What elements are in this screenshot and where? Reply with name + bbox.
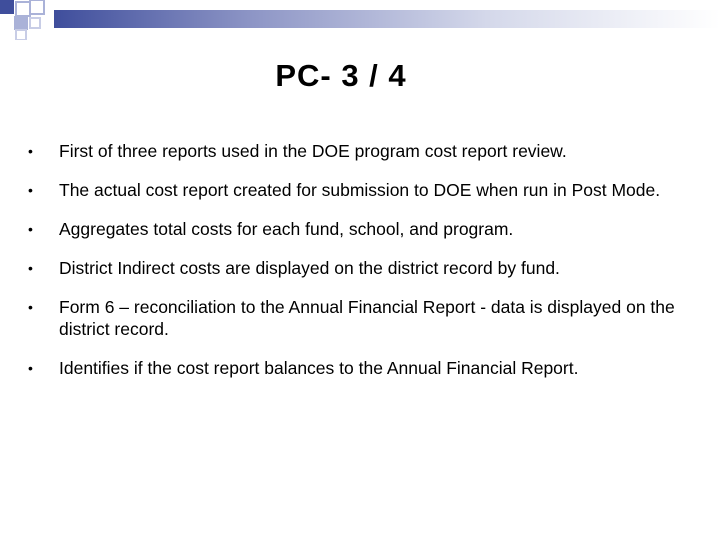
bullet-item	[28, 140, 678, 162]
corner-squares-decoration	[0, 0, 60, 40]
bullet-item	[28, 357, 678, 379]
bullet-item	[28, 218, 678, 240]
bullet-list	[28, 140, 678, 396]
bullet-item	[28, 296, 678, 340]
bullet-dot-icon: •	[28, 360, 33, 376]
header-bar	[54, 10, 720, 28]
bullet-text: Identifies if the cost report balances to the Annual Financial Report.	[59, 358, 579, 378]
bullet-dot-icon: •	[28, 143, 33, 159]
bullet-text: Aggregates total costs for each fund, school, and program.	[59, 219, 514, 239]
bullet-dot-icon: •	[28, 182, 33, 198]
bullet-item	[28, 257, 678, 279]
bullet-text: District Indirect costs are displayed on the district record by fund.	[59, 258, 560, 278]
bullet-text: Form 6 – reconciliation to the Annual Financial Report - data is displayed on the district record.	[59, 297, 675, 339]
bullet-dot-icon: •	[28, 260, 33, 276]
bullet-dot-icon: •	[28, 221, 33, 237]
slide-title: PC- 3 / 4	[275, 58, 407, 93]
bullet-text: First of three reports used in the DOE program cost report review.	[59, 141, 567, 161]
bullet-item	[28, 179, 678, 201]
bullet-dot-icon: •	[28, 299, 33, 315]
bullet-text: The actual cost report created for submission to DOE when run in Post Mode.	[59, 180, 661, 200]
